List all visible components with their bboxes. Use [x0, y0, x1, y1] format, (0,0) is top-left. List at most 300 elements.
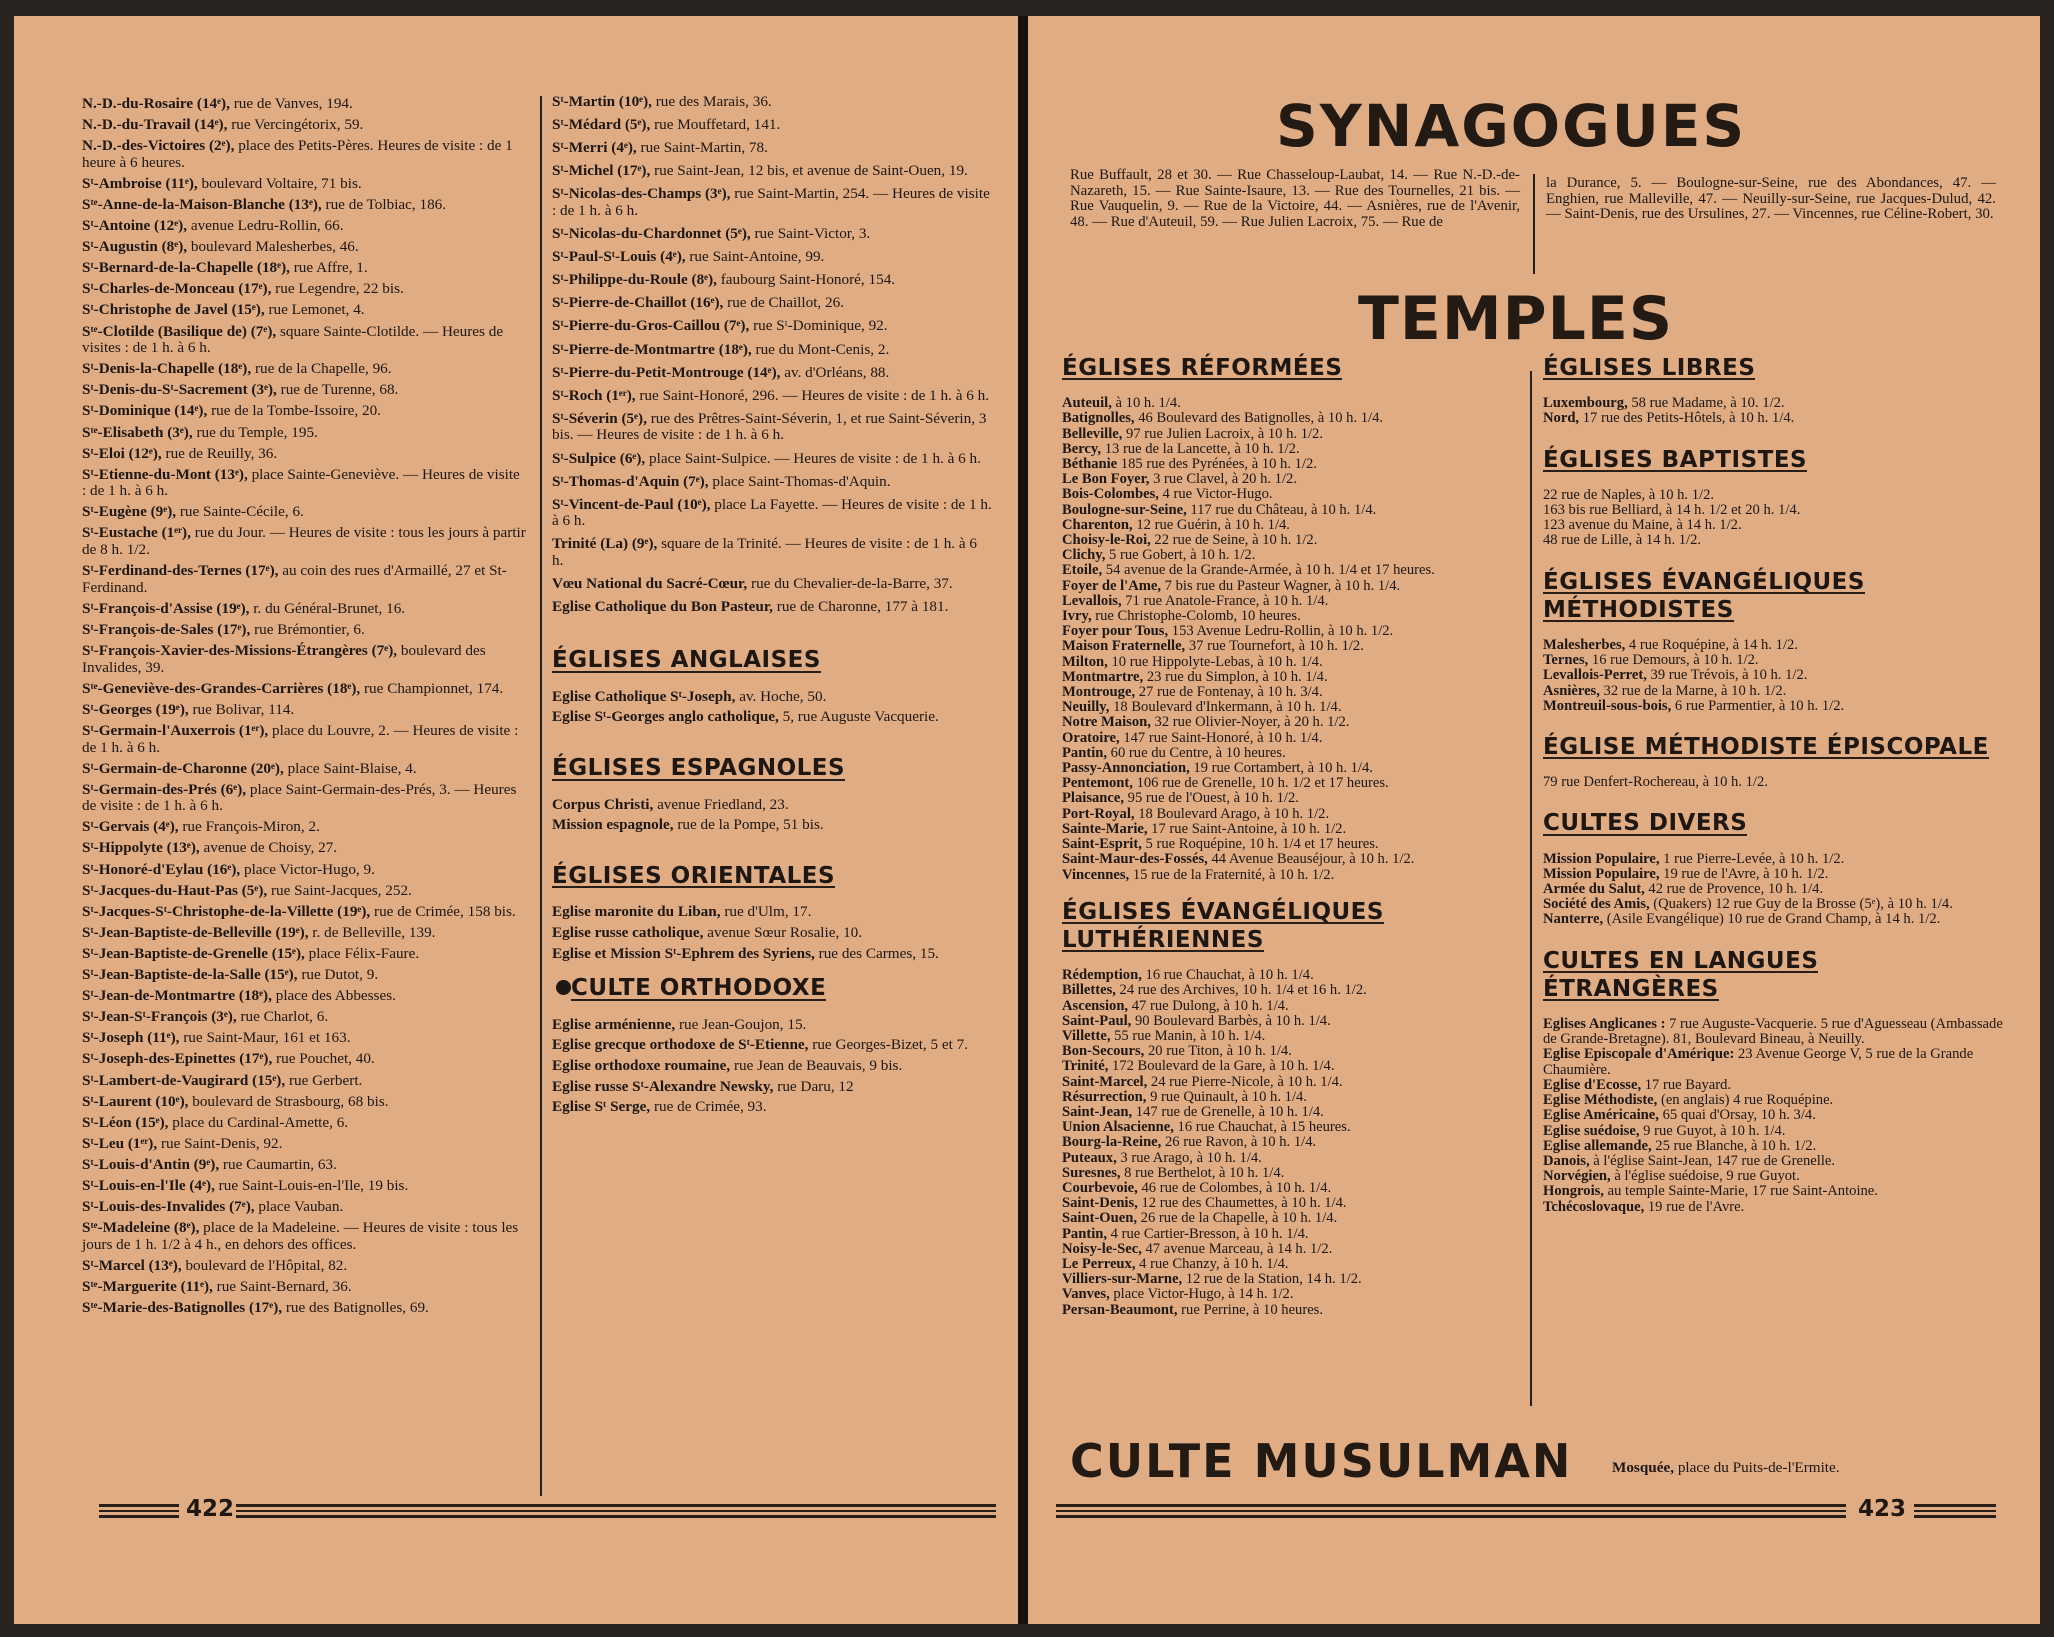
entry-name: Sᵗ-Etienne-du-Mont (13ᵉ),	[82, 465, 248, 483]
section-heading: ÉGLISES LIBRES	[1543, 355, 1756, 381]
entry-name: Sᵗ-Hippolyte (13ᵉ),	[82, 839, 200, 857]
list-item	[82, 1030, 527, 1047]
entry-text: 55 rue Manin, à 10 h. 1/4.	[1110, 1027, 1266, 1044]
entry-text: 22 rue de Seine, à 10 h. 1/2.	[1150, 532, 1318, 549]
entry-text: 7 bis rue du Pasteur Wagner, à 10 h. 1/4.	[1161, 577, 1401, 594]
entry-text: 20 rue Titon, à 10 h. 1/4.	[1144, 1043, 1292, 1060]
section-heading: LUTHÉRIENNES	[1062, 926, 1264, 953]
list-item	[82, 1136, 527, 1153]
list-item	[1062, 1120, 1522, 1135]
list-item	[1062, 1287, 1522, 1302]
list-item	[82, 862, 527, 879]
entry-name: Sᵗᵉ-Geneviève-des-Grandes-Carrières (18ᵉ),	[82, 679, 361, 697]
list-item	[1062, 609, 1522, 624]
list-item	[1062, 999, 1522, 1014]
temples-divider	[1530, 371, 1532, 1406]
entry-text: à l'église Saint-Jean, 147 rue de Grenelle.	[1589, 1152, 1836, 1169]
list-item	[1062, 776, 1522, 791]
entry-name: Eglise Américaine,	[1543, 1107, 1659, 1124]
entry-text: rue Dutot, 9.	[297, 966, 379, 984]
entry-text: rue Saint-Jean, 12 bis, et avenue de Saint-Ouen, 19.	[650, 162, 968, 180]
entry-text: place Vauban.	[254, 1198, 344, 1216]
entry-name: Sᵗ-Pierre-de-Chaillot (16ᵉ),	[552, 294, 724, 312]
entry-name: Sᵗ-Jean-Baptiste-de-Belleville (19ᵉ),	[82, 923, 309, 941]
list-item	[1062, 761, 1522, 776]
list-item	[1062, 685, 1522, 700]
entry-text: rue Perrine, à 10 heures.	[1177, 1301, 1324, 1318]
entry-name: Sᵗᵉ-Elisabeth (3ᵉ),	[82, 423, 193, 441]
list-item	[1062, 411, 1522, 426]
entry-text: 5 rue Roquépine, 10 h. 1/4 et 17 heures.	[1141, 836, 1379, 853]
entry-text: place Félix-Faure.	[304, 944, 420, 962]
entry-text: 79 rue Denfert-Rochereau, à 10 h. 1/2.	[1543, 774, 1768, 791]
entry-name: Saint-Maur-des-Fossés,	[1062, 851, 1208, 868]
entry-name: Billettes,	[1062, 982, 1116, 999]
entry-name: Tchécoslovaque,	[1543, 1198, 1645, 1215]
entry-name: Charenton,	[1062, 516, 1133, 533]
entry-name: Pantin,	[1062, 1225, 1108, 1242]
synagogues-left: Rue Buffault, 28 et 30. — Rue Chasseloup-Laubat, 14. — Rue N.-D.-de-Nazareth, 15. — Rue Sainte-Isaure, 13. — Rue des Tournelles, 21 bis. — Rue Vauquelin, 9. — Rue de la Victoire, 44. — Asnières, rue de l'Avenir, 48. — Rue d'Auteuil, 59. — Rue Julien Lacroix, 75. — Rue de	[1070, 167, 1520, 230]
entry-name: Sᵗ-Louis-des-Invalides (7ᵉ),	[82, 1198, 255, 1216]
list-item	[1543, 396, 2013, 411]
list-item	[82, 525, 527, 558]
entry-text: r. de Belleville, 139.	[308, 923, 436, 941]
entry-text: place Victor-Hugo, 9.	[240, 860, 375, 878]
entry-name: Port-Royal,	[1062, 805, 1135, 822]
entry-name: Union Alsacienne,	[1062, 1119, 1174, 1136]
entry-text: rue Jean de Beauvais, 9 bis.	[730, 1056, 903, 1074]
list-item	[82, 302, 527, 319]
entry-text: 32 rue Olivier-Noyer, à 20 h. 1/2.	[1150, 714, 1350, 731]
entry-text: 15 rue de la Fraternité, à 10 h. 1/2.	[1129, 866, 1335, 883]
entry-text: boulevard de Strasbourg, 68 bis.	[188, 1092, 389, 1110]
entry-text: square de la Trinité. — Heures de visite : de 1 h. à 6 h.	[552, 535, 978, 569]
entry-text: 5, rue Auguste Vacquerie.	[778, 708, 939, 726]
entry-name: Sᵗ-Louis-d'Antin (9ᵉ),	[82, 1155, 220, 1173]
entry-text: boulevard de l'Hôpital, 82.	[181, 1256, 348, 1274]
entry-name: Suresnes,	[1062, 1164, 1121, 1181]
entry-text: place La Fayette. — Heures de visite : de 1 h. à 6 h.	[552, 495, 992, 530]
entry-name: Société des Amis,	[1543, 896, 1650, 913]
entry-name: Sᵗ-Martin (10ᵉ),	[552, 93, 652, 110]
list-item	[552, 1058, 992, 1075]
entry-text: à 10 h. 1/4.	[1111, 395, 1181, 412]
entry-text: rue Christophe-Colomb, 10 heures.	[1091, 608, 1301, 625]
entry-text: av. Hoche, 50.	[735, 687, 827, 705]
list-item	[1062, 472, 1522, 487]
list-item	[1062, 1075, 1522, 1090]
list-item	[1543, 503, 2013, 518]
synagogues-title: SYNAGOGUES	[1276, 92, 1747, 160]
entry-name: Eglise russe catholique,	[552, 924, 704, 941]
entry-name: Sᵗ-Marcel (13ᵉ),	[82, 1256, 182, 1274]
list-item	[552, 388, 992, 405]
list-item	[1062, 1272, 1522, 1287]
entry-text: 26 rue Ravon, à 10 h. 1/4.	[1161, 1134, 1317, 1151]
entry-text: 17 rue des Petits-Hôtels, à 10 h. 1/4.	[1579, 410, 1795, 427]
entry-name: N.-D.-du-Travail (14ᵉ),	[82, 116, 228, 134]
entry-name: Eglise Episcopale d'Amérique:	[1543, 1046, 1735, 1063]
footer-rule-right-long	[1056, 1504, 1846, 1518]
list-item	[552, 94, 992, 111]
list-item	[82, 643, 527, 676]
entry-text: 12 rue des Chaumettes, à 10 h. 1/4.	[1137, 1195, 1347, 1212]
entry-text: 24 rue des Archives, 10 h. 1/4 et 16 h. 1/2.	[1115, 982, 1367, 999]
list-item	[1062, 731, 1522, 746]
entry-text: rue Saint-Jacques, 252.	[267, 881, 412, 899]
entry-name: Montreuil-sous-bois,	[1543, 697, 1672, 714]
entry-text: rue de la Chapelle, 96.	[251, 360, 392, 378]
entry-text: 16 rue Demours, à 10 h. 1/2.	[1588, 652, 1759, 669]
entry-text: 65 quai d'Orsay, 10 h. 3/4.	[1658, 1107, 1816, 1124]
footer-rule-left-long	[236, 1504, 996, 1518]
entry-name: Sᵗᵉ-Marguerite (11ᵉ),	[82, 1277, 213, 1295]
list-item	[82, 988, 527, 1005]
entry-text: 8 rue Berthelot, à 10 h. 1/4.	[1120, 1164, 1285, 1181]
right-page	[1028, 16, 2040, 1624]
list-item	[82, 925, 527, 942]
entry-text: 27 rue de Fontenay, à 10 h. 3/4.	[1135, 684, 1323, 701]
entry-text: rue Bolivar, 114.	[188, 700, 295, 718]
entry-name: Sᵗ-Eugène (9ᵉ),	[82, 503, 177, 521]
entry-text: avenue de Choisy, 27.	[199, 839, 338, 857]
list-item	[82, 504, 527, 521]
entry-name: Sᵗ-Philippe-du-Roule (8ᵉ),	[552, 271, 717, 289]
entry-name: Belleville,	[1062, 425, 1123, 442]
entry-text: 39 rue Trévois, à 10 h. 1/2.	[1646, 667, 1808, 684]
entry-text: rue des Marais, 36.	[651, 93, 772, 110]
list-item	[1543, 1078, 2013, 1093]
list-item	[1543, 1108, 2013, 1123]
entry-text: rue des Prêtres-Saint-Séverin, 1, et rue Saint-Séverin, 3 bis. — Heures de visite : de 1 h. à 6 h.	[552, 409, 987, 444]
entry-text: rue Georges-Bizet, 5 et 7.	[808, 1036, 969, 1054]
entry-name: Sᵗ-Dominique (14ᵉ),	[82, 402, 208, 420]
section-heading: CULTES EN LANGUES	[1543, 947, 1819, 974]
entry-text: rue Saint-Louis-en-l'Ile, 19 bis.	[214, 1176, 409, 1194]
entry-name: Sᵗ-Pierre-du-Gros-Caillou (7ᵉ),	[552, 317, 750, 335]
entry-name: Sᵗ-Pierre-de-Montmartre (18ᵉ),	[552, 340, 752, 358]
section-heading: CULTE ORTHODOXE	[571, 975, 827, 1002]
entry-name: Bon-Secours,	[1062, 1043, 1145, 1060]
list-item	[1543, 1139, 2013, 1154]
entry-name: N.-D.-du-Rosaire (14ᵉ),	[82, 95, 230, 112]
left-column-1	[82, 96, 527, 1321]
list-item	[1543, 867, 2013, 882]
list-item	[552, 365, 992, 382]
list-item	[1062, 1090, 1522, 1105]
entry-name: Villiers-sur-Marne,	[1062, 1271, 1183, 1288]
list-item	[82, 260, 527, 277]
entry-text: place Sainte-Geneviève. — Heures de visite : de 1 h. à 6 h.	[82, 465, 520, 500]
entry-text: 147 rue Saint-Honoré, à 10 h. 1/4.	[1119, 729, 1323, 746]
list-item	[1062, 1014, 1522, 1029]
musulman-title: CULTE MUSULMAN	[1070, 1434, 1573, 1488]
entry-name: Le Bon Foyer,	[1062, 471, 1150, 488]
entry-text: avenue Friedland, 23.	[653, 795, 789, 813]
entry-name: Eglise Sᵗ Serge,	[552, 1098, 651, 1116]
entry-name: Béthanie	[1062, 456, 1118, 473]
list-item	[82, 883, 527, 900]
entry-text: boulevard Voltaire, 71 bis.	[197, 174, 362, 192]
list-item	[82, 1051, 527, 1068]
entry-name: Sᵗ-François-de-Sales (17ᵉ),	[82, 620, 251, 638]
list-item	[1062, 503, 1522, 518]
entry-name: Eglises Anglicanes :	[1543, 1016, 1666, 1033]
list-item	[552, 1037, 992, 1054]
list-item	[1543, 638, 2013, 653]
list-item	[1062, 670, 1522, 685]
list-item	[1062, 396, 1522, 411]
list-item	[1543, 1154, 2013, 1169]
entry-text: place Saint-Blaise, 4.	[283, 759, 417, 777]
entry-name: Eglise Méthodiste,	[1543, 1092, 1658, 1109]
entry-text: 97 rue Julien Lacroix, à 10 h. 1/2.	[1122, 425, 1324, 442]
entry-text: rue du Temple, 195.	[192, 423, 318, 441]
entry-name: Ascension,	[1062, 997, 1129, 1014]
entry-name: Choisy-le-Roi,	[1062, 532, 1151, 549]
entry-name: Nanterre,	[1543, 911, 1604, 928]
list-item	[82, 702, 527, 719]
list-item	[1543, 1124, 2013, 1139]
list-item	[82, 176, 527, 193]
entry-text: 7 rue Auguste-Vacquerie. 5 rue d'Aguesseau (Ambassade de Grande-Bretagne). 81, Boulevard Bineau, à Neuilly.	[1543, 1016, 2003, 1048]
entry-text: rue de Turenne, 68.	[276, 381, 399, 399]
entry-text: rue des Batignolles, 69.	[282, 1299, 429, 1317]
entry-name: Sᵗ-Ambroise (11ᵉ),	[82, 174, 198, 192]
entry-text: rue Saint-Bernard, 36.	[212, 1277, 352, 1295]
list-item	[1543, 1017, 2013, 1047]
left-column-2	[552, 94, 992, 1120]
entry-text: place Saint-Thomas-d'Aquin.	[708, 472, 891, 490]
entry-name: Montmartre,	[1062, 668, 1144, 685]
entry-name: Plaisance,	[1062, 790, 1125, 807]
entry-name: Sᵗ-Jacques-Sᵗ-Christophe-de-la-Villette (19ᵉ),	[82, 902, 371, 920]
entry-text: rue Daru, 12	[773, 1077, 854, 1095]
list-item	[1543, 1169, 2013, 1184]
list-item	[552, 474, 992, 491]
list-item	[1062, 1257, 1522, 1272]
list-item	[552, 576, 992, 593]
entry-text: rue Mouffetard, 141.	[650, 116, 781, 134]
section-heading: ÉGLISES BAPTISTES	[1543, 446, 1808, 473]
entry-text: 172 Boulevard de la Gare, à 10 h. 1/4.	[1108, 1058, 1335, 1075]
entry-text: 32 rue de la Marne, à 10 h. 1/2.	[1599, 682, 1787, 699]
entry-name: Milton,	[1062, 653, 1108, 670]
entry-name: Sᵗ-Nicolas-du-Chardonnet (5ᵉ),	[552, 225, 751, 243]
entry-name: Notre Maison,	[1062, 714, 1151, 731]
entry-text: place de la Madeleine. — Heures de visite : tous les jours de 1 h. 1/2 à 4 h., en dehors des offices.	[82, 1219, 519, 1253]
list-item	[82, 601, 527, 618]
entry-name: Sᵗ-Christophe de Javel (15ᵉ),	[82, 301, 265, 319]
list-item	[1062, 594, 1522, 609]
entry-text: 147 rue de Grenelle, à 10 h. 1/4.	[1132, 1103, 1324, 1120]
entry-text: 163 bis rue Belliard, à 14 h. 1/2 et 20 h. 1/4.	[1543, 502, 1801, 519]
list-item	[82, 403, 527, 420]
section-heading: ÉGLISE MÉTHODISTE ÉPISCOPALE	[1543, 734, 1989, 761]
entry-text: avenue Ledru-Rollin, 66.	[187, 217, 344, 235]
entry-text: rue du Jour. — Heures de visite : tous les jours à partir de 8 h. 1/2.	[82, 524, 526, 559]
entry-name: Eglise grecque orthodoxe de Sᵗ-Etienne,	[552, 1036, 809, 1054]
entry-text: 60 rue du Centre, à 10 heures.	[1107, 744, 1286, 761]
list-item	[82, 1073, 527, 1090]
list-item	[1062, 868, 1522, 883]
entry-text: rue Brémontier, 6.	[250, 620, 365, 638]
entry-name: Eglise Catholique du Bon Pasteur,	[552, 598, 773, 616]
temples-column-1	[1062, 355, 1522, 1318]
entry-name: Trinité,	[1062, 1058, 1109, 1075]
list-item	[552, 451, 992, 468]
list-item	[1062, 1029, 1522, 1044]
list-item	[82, 1300, 527, 1317]
list-item	[1062, 837, 1522, 852]
entry-name: Mission Populaire,	[1543, 865, 1660, 882]
list-item	[1062, 1044, 1522, 1059]
entry-text: place du Louvre, 2. — Heures de visite : de 1 h. à 6 h.	[82, 721, 519, 756]
entry-text: rue Saint-Martin, 78.	[636, 139, 768, 157]
list-item	[1062, 968, 1522, 983]
entry-name: Sᵗ-Germain-de-Charonne (20ᵉ),	[82, 759, 284, 777]
entry-name: Foyer pour Tous,	[1062, 623, 1169, 640]
entry-name: Norvégien,	[1543, 1168, 1611, 1185]
entry-name: Sᵗ-Jean-Baptiste-de-Grenelle (15ᵉ),	[82, 944, 305, 962]
list-item	[552, 226, 992, 243]
entry-text: 16 rue Chauchat, à 15 heures.	[1173, 1119, 1351, 1136]
entry-text: boulevard Malesherbes, 46.	[187, 238, 359, 256]
entry-name: Courbevoie,	[1062, 1179, 1138, 1196]
entry-name: Sᵗ-Merri (4ᵉ),	[552, 139, 637, 157]
list-item	[1062, 1303, 1522, 1318]
entry-text: rue Jean-Goujon, 15.	[675, 1015, 807, 1033]
entry-name: Pentemont,	[1062, 775, 1133, 792]
list-item	[1543, 852, 2013, 867]
entry-text: 23 Avenue George V, 5 rue de la Grande Chaumière.	[1543, 1046, 1974, 1078]
entry-text: place Saint-Sulpice. — Heures de visite : de 1 h. à 6 h.	[645, 449, 981, 467]
entry-name: Sᵗᵉ-Anne-de-la-Maison-Blanche (13ᵉ),	[82, 195, 322, 213]
entry-name: Sᵗ-Joseph-des-Epinettes (17ᵉ),	[82, 1050, 273, 1068]
entry-name: Villette,	[1062, 1027, 1111, 1044]
entry-name: Sᵗ-Augustin (8ᵉ),	[82, 238, 188, 256]
entry-name: Sᵗ-Honoré-d'Eylau (16ᵉ),	[82, 860, 241, 878]
entry-name: Armée du Salut,	[1543, 881, 1645, 898]
entry-text: 19 rue Cortambert, à 10 h. 1/4.	[1189, 760, 1373, 777]
entry-name: Eglise maronite du Liban,	[552, 903, 721, 921]
entry-name: Sᵗ-Eloi (12ᵉ),	[82, 444, 162, 462]
entry-text: 47 rue Dulong, à 10 h. 1/4.	[1128, 997, 1289, 1014]
entry-text: r. du Général-Brunet, 16.	[249, 599, 406, 617]
mosque-entry: Mosquée, place du Puits-de-l'Ermite.	[1612, 1459, 1840, 1476]
entry-text: 90 Boulevard Barbès, à 10 h. 1/4.	[1131, 1012, 1331, 1029]
entry-text: (Asile Evangélique) 10 rue de Grand Champ, à 14 h. 1/2.	[1603, 911, 1941, 928]
list-item	[1543, 653, 2013, 668]
list-item	[82, 1009, 527, 1026]
entry-name: Saint-Esprit,	[1062, 836, 1142, 853]
list-item	[1062, 655, 1522, 670]
entry-text: 16 rue Chauchat, à 10 h. 1/4.	[1141, 967, 1314, 984]
entry-text: place du Cardinal-Amette, 6.	[168, 1113, 349, 1131]
temples-column-2	[1543, 355, 2013, 1215]
list-item	[1062, 579, 1522, 594]
entry-name: N.-D.-des-Victoires (2ᵉ),	[82, 137, 235, 155]
entry-name: Bois-Colombes,	[1062, 486, 1159, 503]
entry-text: 13 rue de la Lancette, à 10 h. 1/2.	[1101, 440, 1300, 457]
entry-name: Bercy,	[1062, 440, 1102, 457]
entry-text: place Saint-Germain-des-Prés, 3. — Heures de visite : de 1 h. à 6 h.	[82, 780, 517, 815]
list-item	[552, 797, 992, 814]
list-item	[552, 411, 992, 444]
entry-name: Clichy,	[1062, 547, 1106, 564]
entry-name: Persan-Beaumont,	[1062, 1301, 1178, 1318]
entry-name: Sᵗ-Médard (5ᵉ),	[552, 116, 651, 134]
list-item	[1543, 897, 2013, 912]
entry-name: Sᵗ-Lambert-de-Vaugirard (15ᵉ),	[82, 1071, 286, 1089]
entry-text: (en anglais) 4 rue Roquépine.	[1657, 1092, 1834, 1109]
list-item	[552, 140, 992, 157]
entry-text: rue de Crimée, 158 bis.	[370, 902, 516, 920]
section-heading: MÉTHODISTES	[1543, 596, 1734, 623]
list-item	[552, 599, 992, 616]
entry-text: rue de la Tombe-Issoire, 20.	[207, 402, 381, 420]
list-item	[82, 819, 527, 836]
list-item	[1062, 533, 1522, 548]
list-item	[82, 761, 527, 778]
list-item	[552, 318, 992, 335]
list-item	[1543, 775, 2013, 790]
entry-text: rue François-Miron, 2.	[178, 818, 320, 836]
list-item	[82, 239, 527, 256]
entry-name: Sᵗ-François-d'Assise (19ᵉ),	[82, 599, 250, 617]
entry-name: Noisy-le-Sec,	[1062, 1240, 1142, 1257]
entry-name: Vanves,	[1062, 1286, 1110, 1303]
entry-name: Hongrois,	[1543, 1183, 1604, 1200]
entry-name: Eglise Sᵗ-Georges anglo catholique,	[552, 708, 779, 726]
list-item	[552, 536, 992, 569]
list-item	[552, 904, 992, 921]
entry-text: rue du Mont-Cenis, 2.	[751, 340, 890, 358]
entry-name: Oratoire,	[1062, 729, 1120, 746]
list-item	[82, 281, 527, 298]
entry-text: 17 rue Saint-Antoine, à 10 h. 1/2.	[1147, 820, 1347, 837]
entry-text: rue Sainte-Cécile, 6.	[176, 503, 304, 521]
list-item	[1543, 488, 2013, 503]
entry-text: 19 rue de l'Avre, à 10 h. 1/2.	[1659, 865, 1829, 882]
entry-name: Sainte-Marie,	[1062, 820, 1148, 837]
entry-text: boulevard des Invalides, 39.	[82, 642, 486, 676]
list-item	[552, 117, 992, 134]
entry-text: 4 rue Victor-Hugo.	[1158, 486, 1273, 503]
list-item	[1062, 746, 1522, 761]
list-item	[552, 1079, 992, 1096]
entry-text: 1 rue Pierre-Levée, à 10 h. 1/2.	[1659, 850, 1845, 867]
list-item	[82, 117, 527, 134]
entry-name: Sᵗ-Pierre-du-Petit-Montrouge (14ᵉ),	[552, 363, 781, 381]
entry-name: Eglise et Mission Sᵗ-Ephrem des Syriens,	[552, 944, 815, 962]
entry-name: Danois,	[1543, 1152, 1590, 1169]
entry-text: 44 Avenue Beauséjour, à 10 h. 1/2.	[1207, 851, 1415, 868]
list-item	[82, 446, 527, 463]
entry-name: Eglise orthodoxe roumaine,	[552, 1056, 731, 1074]
entry-name: Ternes,	[1543, 652, 1589, 669]
entry-name: Sᵗ-Jean-Baptiste-de-la-Salle (15ᵉ),	[82, 966, 298, 984]
synagogues-divider	[1533, 174, 1535, 274]
entry-text: 47 avenue Marceau, à 14 h. 1/2.	[1141, 1240, 1333, 1257]
entry-name: Sᵗ-Ferdinand-des-Ternes (17ᵉ),	[82, 562, 279, 580]
entry-name: Sᵗ-Séverin (5ᵉ),	[552, 409, 647, 427]
entry-text: rue de Charonne, 177 à 181.	[772, 598, 949, 616]
entry-name: Puteaux,	[1062, 1149, 1117, 1166]
entry-name: Batignolles,	[1062, 410, 1135, 427]
entry-text: square Sainte-Clotilde. — Heures de visites : de 1 h. à 6 h.	[82, 322, 504, 357]
footer-rule-right	[1914, 1504, 1996, 1518]
